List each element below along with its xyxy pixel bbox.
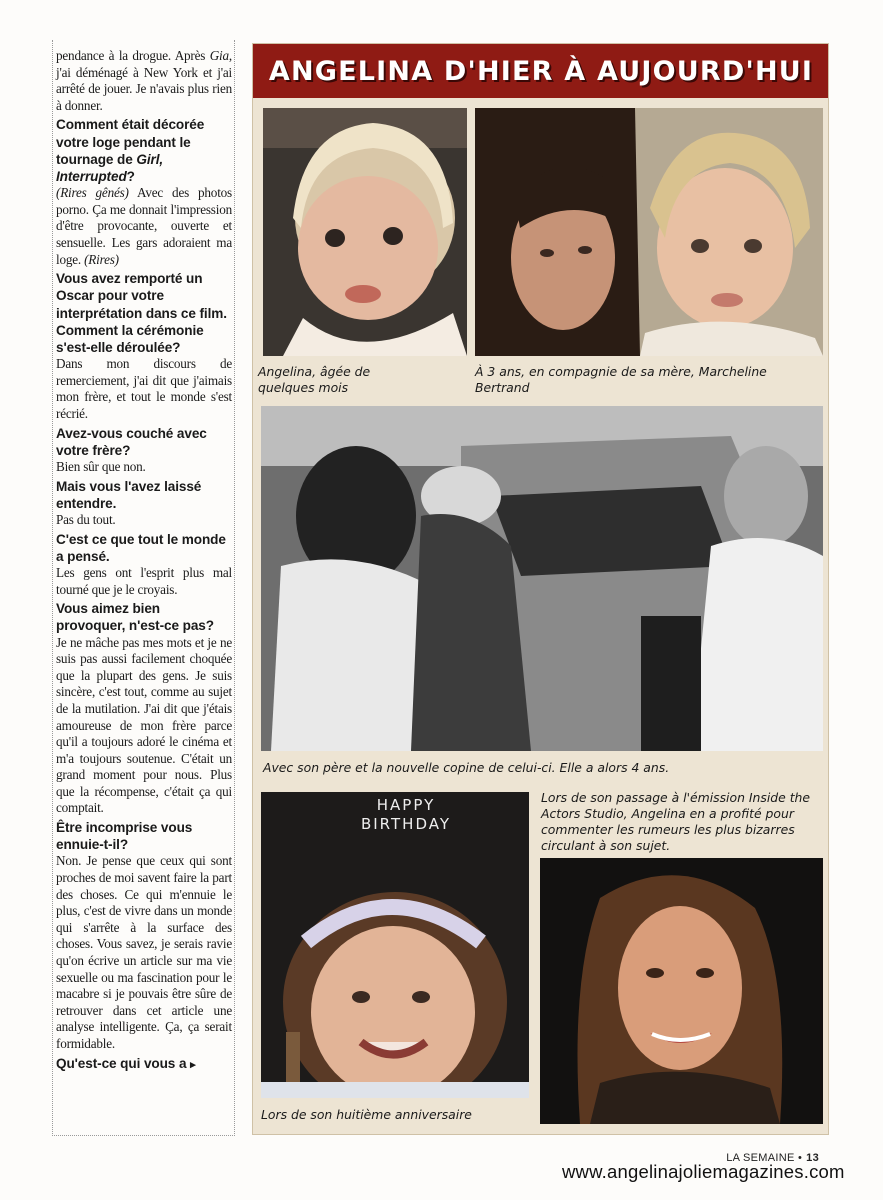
page-number: 13 <box>806 1152 819 1164</box>
question-heading: Être incomprise vous ennuie-t-il? <box>56 820 193 853</box>
photo-feature-panel <box>252 43 829 1135</box>
caption-father: Avec son père et la nouvelle copine de celui-ci. Elle a alors 4 ans. <box>263 760 670 775</box>
question-heading: Mais vous l'avez laissé entendre. <box>56 478 202 511</box>
website-url: www.angelinajoliemagazines.com <box>562 1161 845 1182</box>
actors-studio-photo <box>540 858 823 1124</box>
interview-column <box>52 40 235 1136</box>
caption-mother: À 3 ans, en compagnie de sa mère, Marcheline Bertrand <box>475 364 767 395</box>
caption-birthday: Lors de son huitième anniversaire <box>261 1107 472 1122</box>
answer-paragraph: Pas du tout. <box>56 511 116 527</box>
question-heading: Vous aimez bien provoquer, n'est-ce pas? <box>56 601 214 634</box>
page-folio: LA SEMAINE • 13 <box>726 1152 819 1164</box>
answer-paragraph: Bien sûr que non. <box>56 458 146 474</box>
birthday-sign: HAPPY BIRTHDAY <box>360 796 452 833</box>
question-heading: C'est ce que tout le monde a pensé. <box>56 531 226 564</box>
father-photo <box>261 406 823 751</box>
caption-baby: Angelina, âgée de quelques mois <box>258 364 371 395</box>
question-heading: Avez-vous couché avec votre frère? <box>56 425 207 458</box>
answer-paragraph: (Rires gênés) Avec des photos porno. Ça me donnait l'impression d'être provocante, ouverte et sensuelle. Les gars adoraient ma loge. (Rires) <box>56 185 232 267</box>
continue-arrow-icon: ▸ <box>190 1058 196 1071</box>
answer-paragraph: Les gens ont l'esprit plus mal tourné que je le croyais. <box>56 564 232 597</box>
birthday-photo <box>261 792 529 1098</box>
title-banner <box>253 44 828 98</box>
question-heading: Comment était décorée votre loge pendant le tournage de Girl, Interrupted? <box>56 117 205 184</box>
question-heading: Vous avez remporté un Oscar pour votre interprétation dans ce film. Comment la cérémonie s'est-elle déroulée? <box>56 271 227 355</box>
feature-title: ANGELINA D'HIER À AUJOURD'HUI <box>268 56 814 87</box>
baby-photo <box>263 108 467 356</box>
answer-paragraph: Je ne mâche pas mes mots et je ne suis pas aussi facilement choquée que la plupart des gens. Je suis sincère, c'est tout, comme au sujet de la mutilation. J'ai dit que j'étais amoureuse de mon frère parce qu'il a toujours adoré le cinéma et m'a toujours soutenue. C'était un grand moment pour nous. Plus que la récompense, c'était ça qui comptait. <box>56 634 232 816</box>
mother-photo <box>475 108 823 356</box>
answer-paragraph: Non. Je pense que ceux qui sont proches de moi savent faire la part des choses. Ce qui m'ennuie le plus, c'est de vivre dans un monde qui s'arrête à la surface des choses. Vous savez, je serais ravie qu'on écrive un article sur ma vie sexuelle ou ma fascination pour le macabre si je pouvais être sûre de retrouver dans cet article une analyse intelligente. Ça, ça serait formidable. <box>56 853 232 1052</box>
answer-paragraph: Dans mon discours de remerciement, j'ai dit que j'aimais mon frère, et tout le monde s'est récrié. <box>56 356 232 421</box>
question-heading: Qu'est-ce qui vous a ▸ <box>56 1055 196 1071</box>
answer-paragraph: pendance à la drogue. Après Gia, j'ai déménagé à New York et j'ai arrêté de jouer. Je n'avais plus rien à donner. <box>56 48 232 113</box>
caption-actors-studio: Lors de son passage à l'émission Inside the Actors Studio, Angelina en a profité pour commenter les rumeurs les plus bizarres circulant à son sujet. <box>541 790 811 853</box>
